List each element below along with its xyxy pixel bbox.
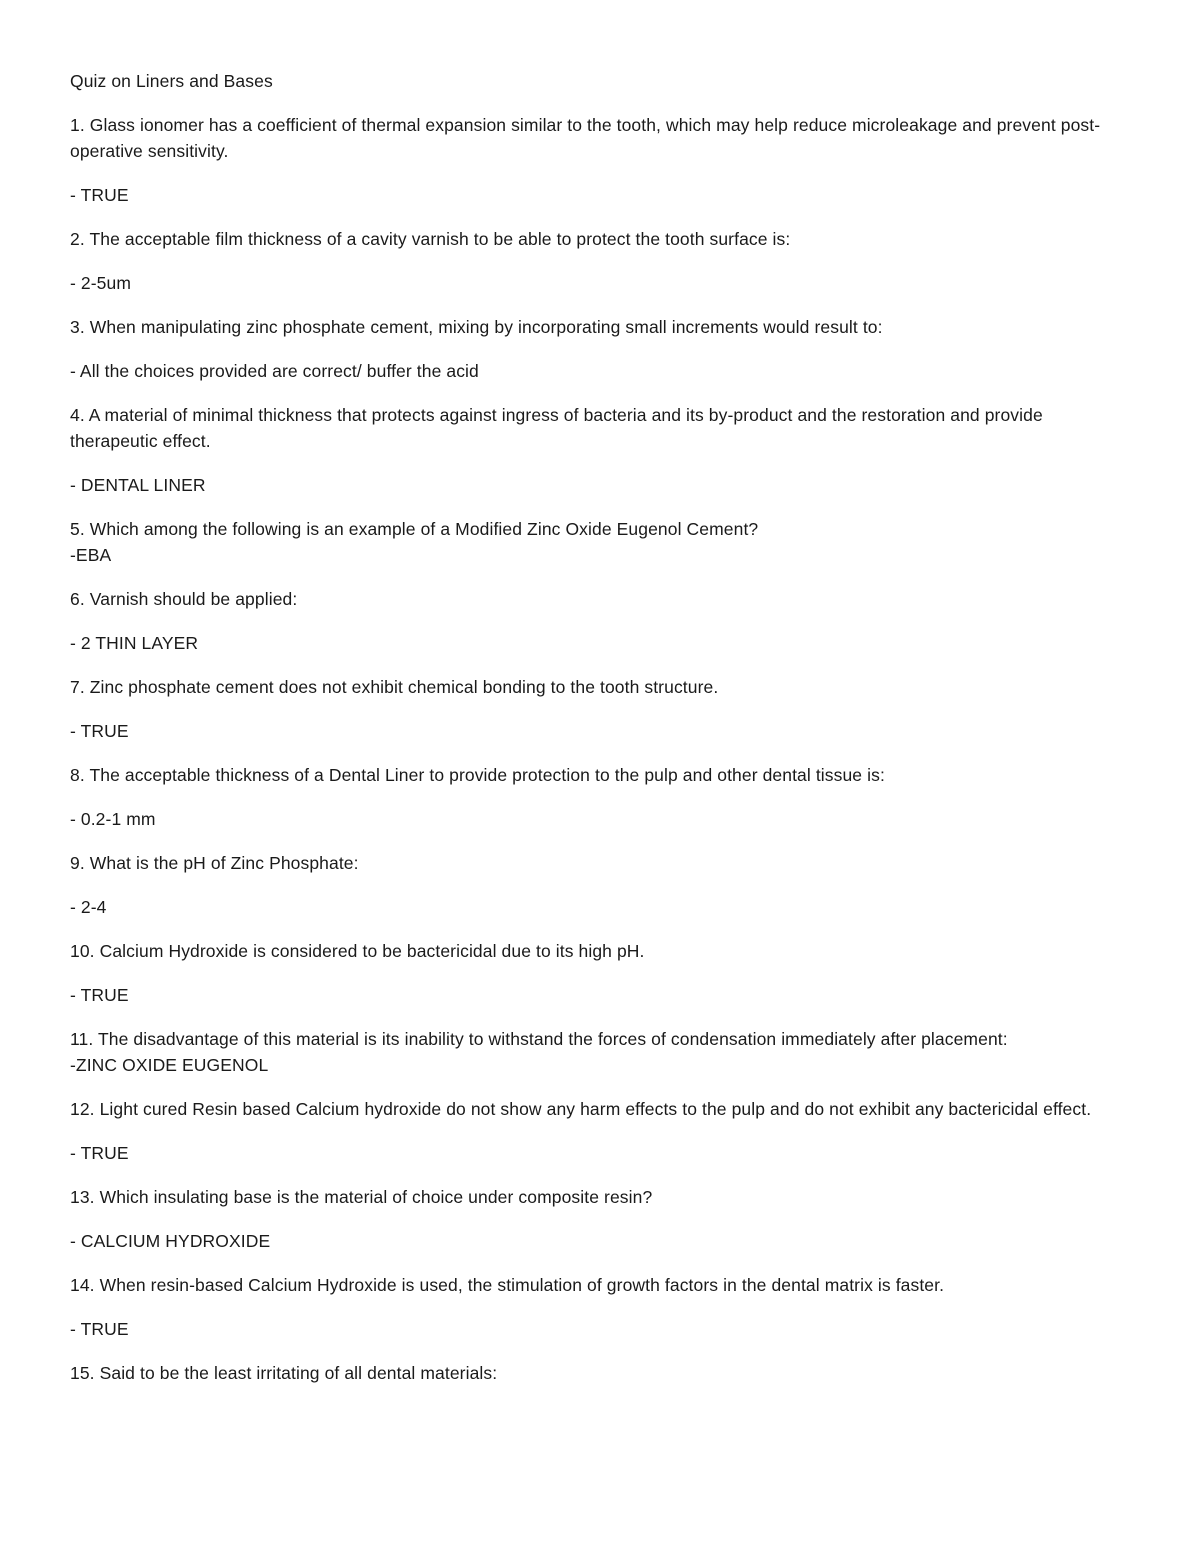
answer-text: - 2-4: [70, 897, 107, 917]
question-text: 2. The acceptable film thickness of a cavity varnish to be able to protect the tooth surface is:: [70, 229, 791, 249]
document-body: [70, 68, 1130, 1404]
quiz-item-8: [70, 762, 1130, 832]
question-text: 15. Said to be the least irritating of all dental materials:: [70, 1363, 498, 1383]
quiz-item-3: [70, 314, 1130, 384]
answer-text: -EBA: [70, 545, 112, 565]
question-text: 5. Which among the following is an example of a Modified Zinc Oxide Eugenol Cement?: [70, 519, 759, 539]
question-text: 7. Zinc phosphate cement does not exhibit chemical bonding to the tooth structure.: [70, 677, 719, 697]
quiz-item-12: [70, 1096, 1130, 1166]
answer-text: - TRUE: [70, 985, 129, 1005]
answer-text: - TRUE: [70, 185, 129, 205]
question-text: 1. Glass ionomer has a coefficient of thermal expansion similar to the tooth, which may help reduce microleakage and prevent post-operative sensitivity.: [70, 115, 1101, 161]
quiz-item-2: [70, 226, 1130, 296]
answer-text: - TRUE: [70, 721, 129, 741]
answer-text: -ZINC OXIDE EUGENOL: [70, 1055, 269, 1075]
quiz-item-6: [70, 586, 1130, 656]
answer-text: - 2 THIN LAYER: [70, 633, 199, 653]
question-text: 4. A material of minimal thickness that protects against ingress of bacteria and its by-product and the restoration and provide therapeutic effect.: [70, 405, 1043, 451]
quiz-item-4: [70, 402, 1130, 498]
quiz-item-1: [70, 112, 1130, 208]
question-text: 12. Light cured Resin based Calcium hydroxide do not show any harm effects to the pulp and do not exhibit any bactericidal effect.: [70, 1099, 1092, 1119]
question-text: 11. The disadvantage of this material is its inability to withstand the forces of condensation immediately after placement:: [70, 1029, 1008, 1049]
question-text: 14. When resin-based Calcium Hydroxide is used, the stimulation of growth factors in the dental matrix is faster.: [70, 1275, 945, 1295]
question-text: 13. Which insulating base is the material of choice under composite resin?: [70, 1187, 653, 1207]
question-text: 10. Calcium Hydroxide is considered to be bactericidal due to its high pH.: [70, 941, 645, 961]
answer-text: - 0.2-1 mm: [70, 809, 156, 829]
answer-text: - 2-5um: [70, 273, 131, 293]
quiz-item-10: [70, 938, 1130, 1008]
answer-text: - TRUE: [70, 1143, 129, 1163]
page-title: Quiz on Liners and Bases: [70, 71, 273, 91]
answer-text: - DENTAL LINER: [70, 475, 206, 495]
quiz-item-11: [70, 1026, 1130, 1078]
answer-text: - CALCIUM HYDROXIDE: [70, 1231, 271, 1251]
question-text: 3. When manipulating zinc phosphate cement, mixing by incorporating small increments would result to:: [70, 317, 883, 337]
quiz-item-14: [70, 1272, 1130, 1342]
quiz-item-13: [70, 1184, 1130, 1254]
answer-text: - All the choices provided are correct/ buffer the acid: [70, 361, 479, 381]
quiz-item-15: [70, 1360, 1130, 1386]
quiz-item-5: [70, 516, 1130, 568]
question-text: 9. What is the pH of Zinc Phosphate:: [70, 853, 359, 873]
answer-text: - TRUE: [70, 1319, 129, 1339]
quiz-item-7: [70, 674, 1130, 744]
quiz-item-9: [70, 850, 1130, 920]
question-text: 8. The acceptable thickness of a Dental Liner to provide protection to the pulp and other dental tissue is:: [70, 765, 885, 785]
question-text: 6. Varnish should be applied:: [70, 589, 298, 609]
